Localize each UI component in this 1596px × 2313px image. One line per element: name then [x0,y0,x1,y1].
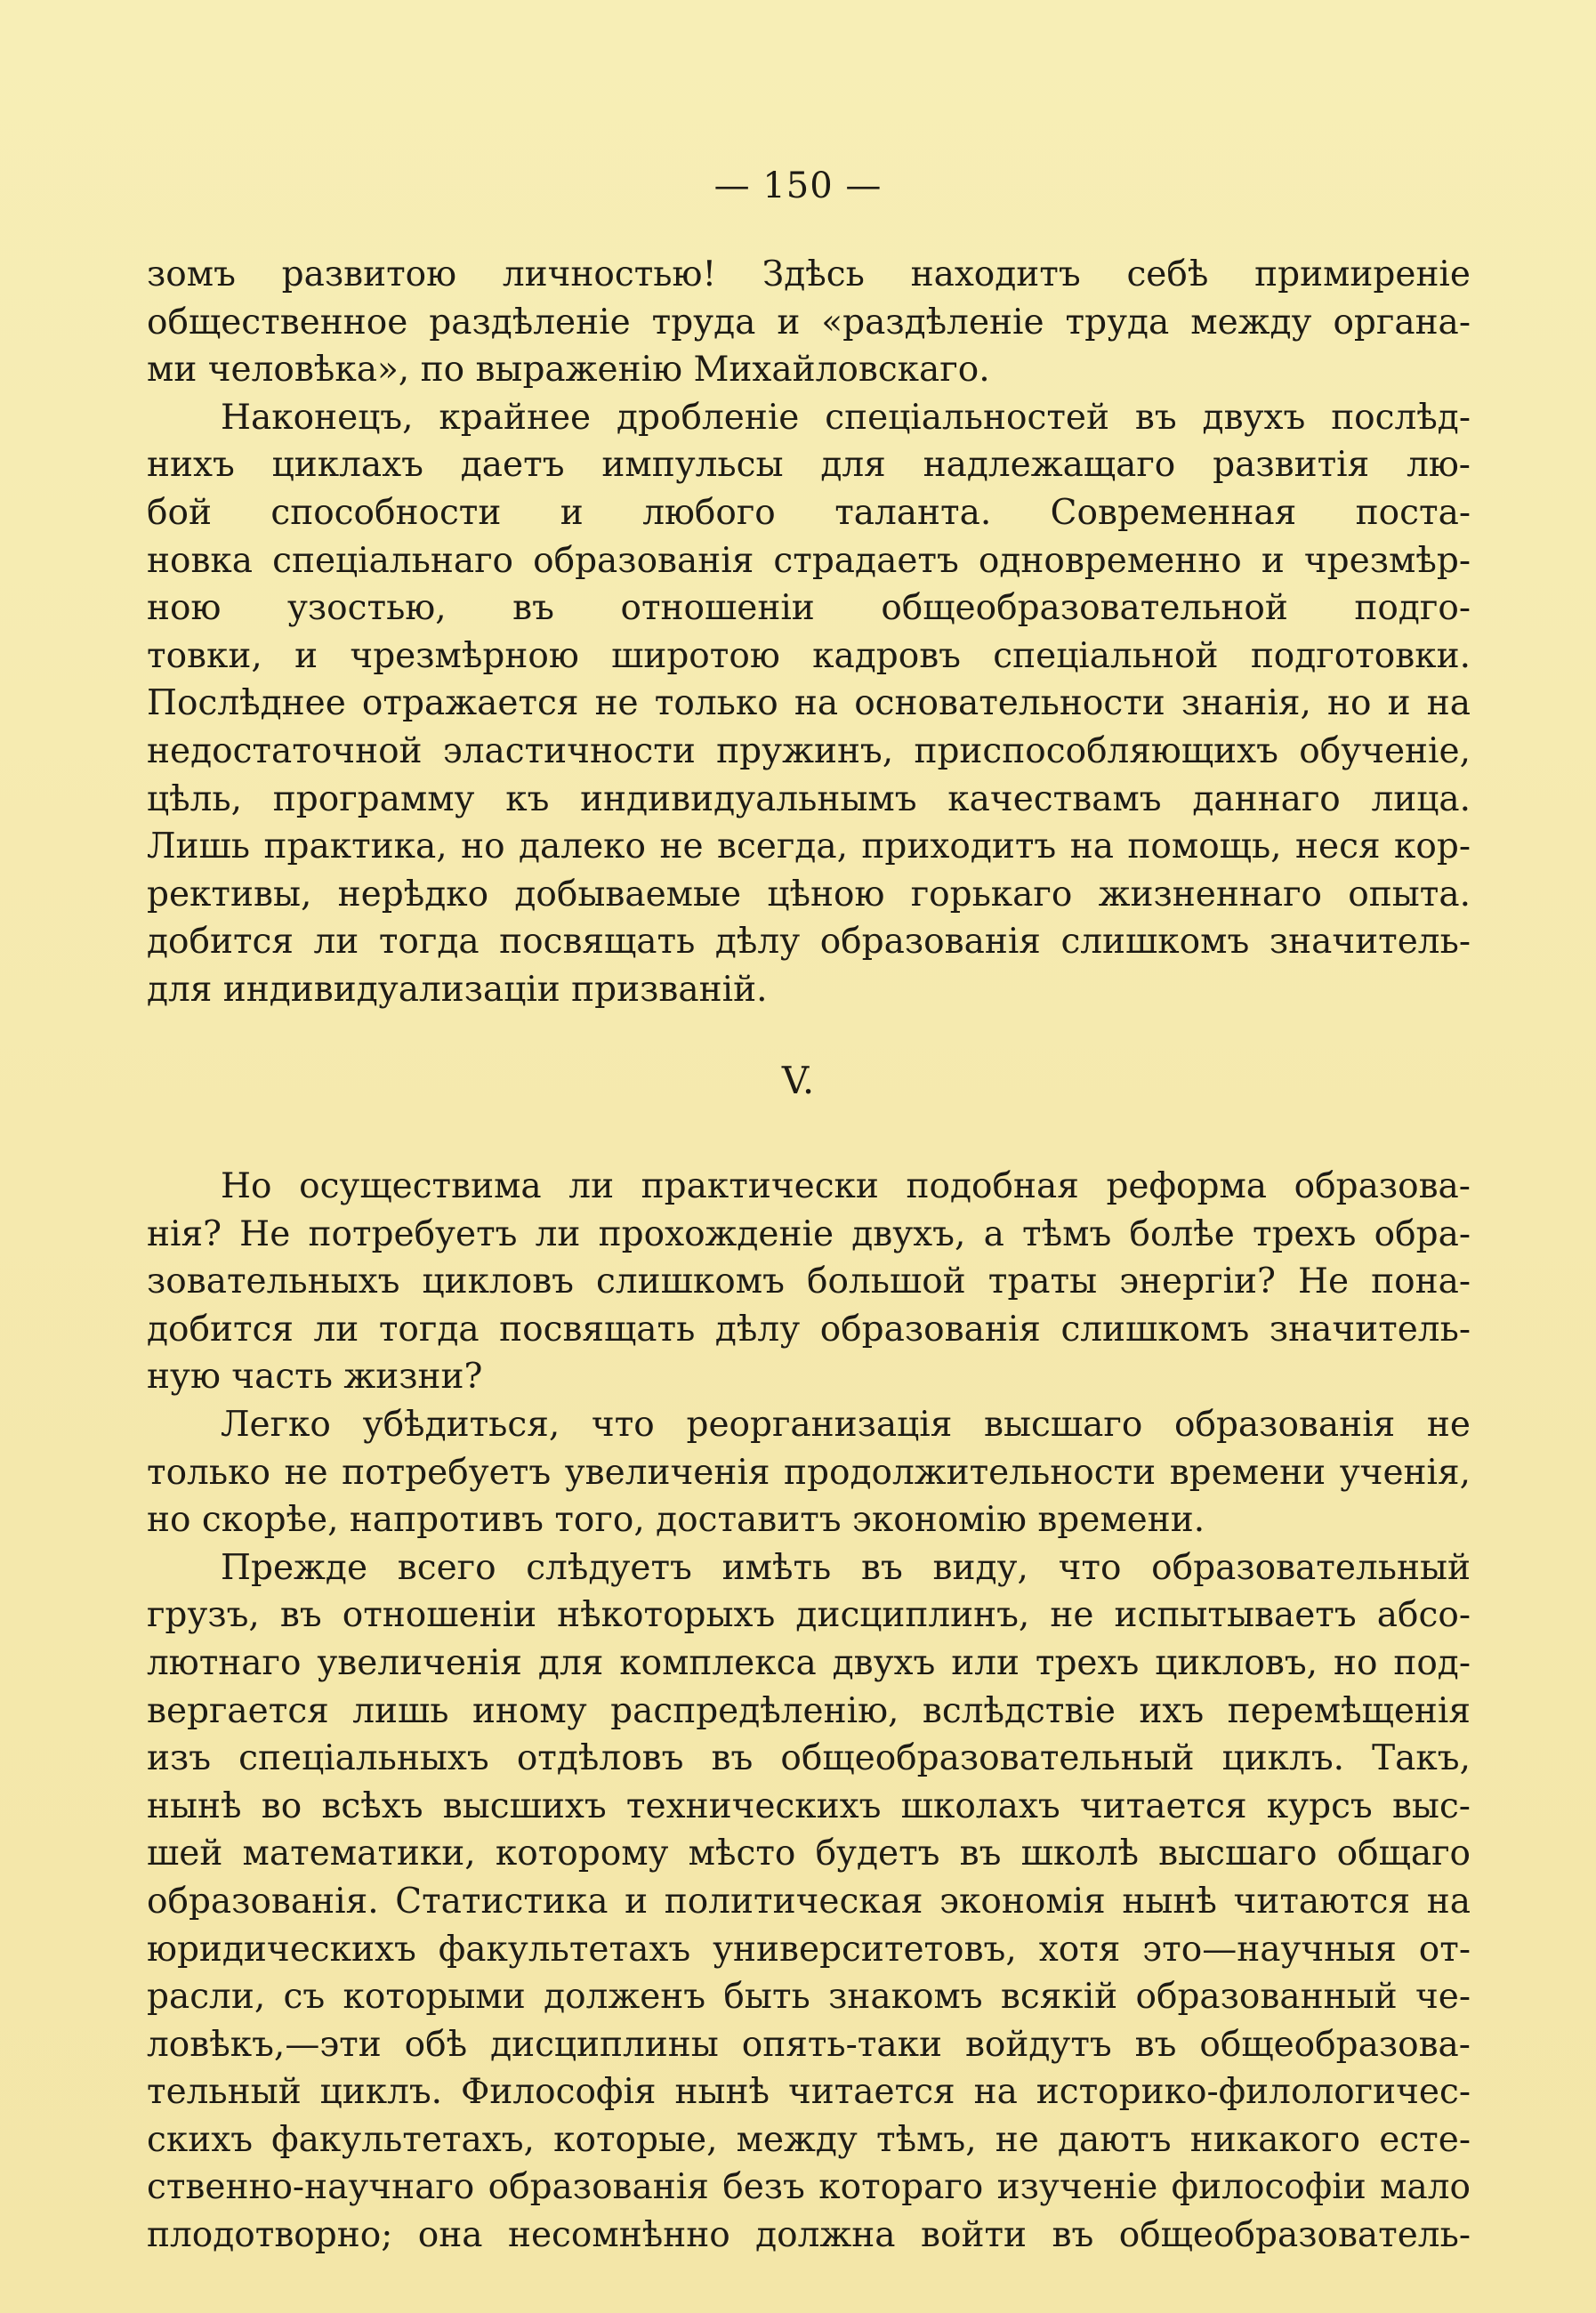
text-line: зомъ развитою личностью! Здѣсь находитъ себѣ примиреніе [147,254,1471,294]
text-line: зовательныхъ цикловъ слишкомъ большой траты энергіи? Не пона- [147,1261,1471,1302]
text-line: добится ли тогда посвящать дѣлу образованія слишкомъ значитель- [147,1309,1471,1350]
text-line: ную часть жизни? [147,1357,483,1398]
text-line: нихъ циклахъ даетъ импульсы для надлежащаго развитія лю- [147,445,1471,486]
text-line: Прежде всего слѣдуетъ имѣть въ виду, что образовательный [221,1547,1471,1588]
text-line: образованія. Статистика и политическая экономія нынѣ читаются на [147,1881,1471,1922]
text-line: но скорѣе, напротивъ того, доставитъ экономію времени. [147,1500,1205,1541]
page-number: — 150 — [713,165,883,206]
text-line: расли, съ которыми долженъ быть знакомъ всякій образованный че- [147,1977,1471,2018]
text-line: юридическихъ факультетахъ университетовъ, хотя это—научныя от- [147,1929,1471,1970]
text-line: нынѣ во всѣхъ высшихъ техническихъ школахъ читается курсъ выс- [147,1785,1471,1826]
text-line: изъ спеціальныхъ отдѣловъ въ общеобразовательный циклъ. Такъ, [147,1738,1471,1779]
text-line: лютнаго увеличенія для комплекса двухъ или трехъ цикловъ, но под- [147,1642,1471,1683]
text-line: Наконецъ, крайнее дробленіе спеціальностей въ двухъ послѣд- [221,397,1471,438]
text-line: нія? Не потребуетъ ли прохожденіе двухъ, а тѣмъ болѣе трехъ обра- [147,1213,1471,1254]
text-line: для индивидуализаціи призваній. [147,969,768,1010]
text-line: бой способности и любого таланта. Современная поста- [147,492,1471,533]
text-line: Но осуществима ли практически подобная реформа образова- [221,1166,1471,1206]
text-line: Легко убѣдиться, что реорганизація высшаго образованія не [221,1404,1471,1445]
text-line: Лишь практика, но далеко не всегда, приходитъ на помощь, неся кор- [147,826,1471,867]
text-line: добится ли тогда посвящать дѣлу образованія слишкомъ значитель- [147,922,1471,963]
section-heading: V. [781,1059,815,1102]
text-line: плодотворно; она несомнѣнно должна войти въ общеобразователь- [147,2215,1471,2256]
text-line: грузъ, въ отношеніи нѣкоторыхъ дисциплинъ, не испытываетъ абсо- [147,1595,1471,1636]
text-line: рективы, нерѣдко добываемые цѣною горькаго жизненнаго опыта. [147,874,1471,915]
text-line: скихъ факультетахъ, которые, между тѣмъ, не даютъ никакого есте- [147,2119,1471,2160]
text-line: новка спеціальнаго образованія страдаетъ одновременно и чрезмѣр- [147,540,1471,581]
text-line: ми человѣка», по выраженію Михайловскаго. [147,350,990,391]
text-line: недостаточной эластичности пружинъ, приспособляющихъ обученіе, [147,730,1471,771]
text-line: только не потребуетъ увеличенія продолжительности времени ученія, [147,1452,1471,1493]
text-line: тельный циклъ. Философія нынѣ читается на историко-филологичес- [147,2072,1471,2113]
text-line: общественное раздѣленіе труда и «раздѣленіе труда между органа- [147,302,1471,343]
text-line: вергается лишь иному распредѣленію, вслѣдствіе ихъ перемѣщенія [147,1690,1471,1731]
text-line: Послѣднее отражается не только на основательности знанія, но и на [147,683,1471,724]
text-block-1 [147,251,1471,1014]
text-line: товки, и чрезмѣрною широтою кадровъ спеціальной подготовки. [147,635,1471,676]
text-line: ловѣкъ,—эти обѣ дисциплины опять-таки войдутъ въ общеобразова- [147,2024,1471,2065]
text-line: шей математики, которому мѣсто будетъ въ школѣ высшаго общаго [147,1833,1471,1874]
text-line: ною узостью, въ отношеніи общеобразовательной подго- [147,588,1471,629]
text-line: ственно-научнаго образованія безъ котораго изученіе философіи мало [147,2167,1471,2208]
text-line: цѣль, программу къ индивидуальнымъ качествамъ даннаго лица. [147,778,1471,819]
text-block-2 [147,1163,1471,2260]
